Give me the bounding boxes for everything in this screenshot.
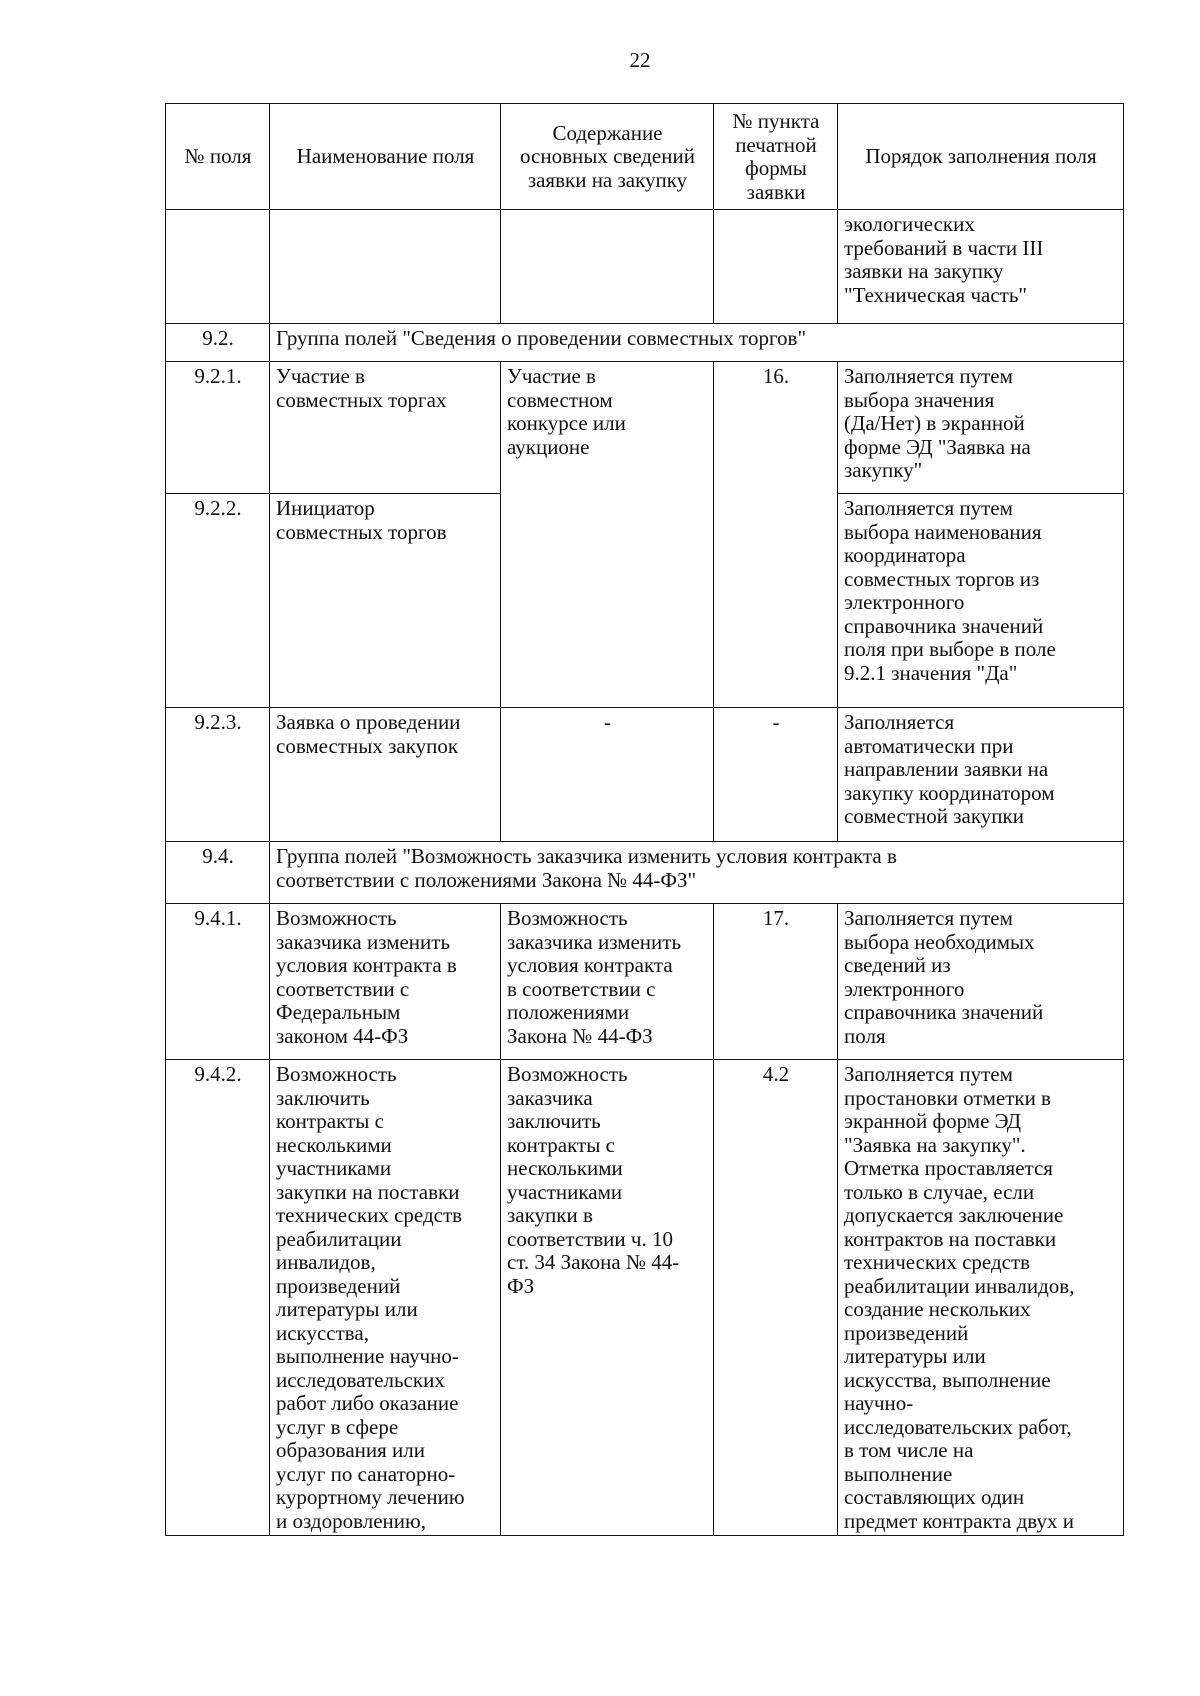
header-print-item: № пункта печатной формы заявки (714, 104, 838, 210)
cell-print-item: 16. (714, 362, 838, 708)
group-title: Группа полей "Возможность заказчика изменить условия контракта в соответствии с положениями Закона № 44-ФЗ" (270, 842, 1124, 904)
cell-field-name: Инициатор совместных торгов (270, 494, 501, 708)
group-row (166, 842, 1124, 904)
cell-content: Участие в совместном конкурсе или аукционе (501, 362, 714, 708)
cell-fill-order: Заполняется путем выбора необходимых сведений из электронного справочника значений поля (838, 904, 1124, 1060)
table-row (166, 210, 1124, 324)
cell-field-name: Возможность заключить контракты с несколькими участниками закупки на поставки технических средств реабилитации инвалидов, произведений литературы или искусства, выполнение научно- исследовательских работ либо оказание услуг в сфере образования или услуг по санаторно- курортному лечению и оздоровлению, (270, 1060, 501, 1536)
group-title: Группа полей "Сведения о проведении совместных торгов" (270, 324, 1124, 362)
cell-fill-order: Заполняется путем выбора наименования координатора совместных торгов из электронного справочника значений поля при выборе в поле 9.2.1 значения "Да" (838, 494, 1124, 708)
header-fill-order: Порядок заполнения поля (838, 104, 1124, 210)
cell-print-item: 4.2 (714, 1060, 838, 1536)
header-content: Содержание основных сведений заявки на закупку (501, 104, 714, 210)
cell-field-no: 9.2.3. (166, 708, 270, 842)
cell-fill-order: экологических требований в части III заявки на закупку "Техническая часть" (838, 210, 1124, 324)
cell-field-name: Заявка о проведении совместных закупок (270, 708, 501, 842)
table-row (166, 708, 1124, 842)
cell-field-no: 9.2.1. (166, 362, 270, 494)
cell-content: Возможность заказчика изменить условия контракта в соответствии с положениями Закона № 44-ФЗ (501, 904, 714, 1060)
cell-print-item: - (714, 708, 838, 842)
cell-content (501, 210, 714, 324)
table-row (166, 362, 1124, 494)
group-no: 9.4. (166, 842, 270, 904)
cell-content: Возможность заказчика заключить контракты с несколькими участниками закупки в соответствии ч. 10 ст. 34 Закона № 44- ФЗ (501, 1060, 714, 1536)
cell-field-name: Участие в совместных торгах (270, 362, 501, 494)
header-field-name: Наименование поля (270, 104, 501, 210)
page-number: 22 (629, 48, 651, 72)
cell-print-item: 17. (714, 904, 838, 1060)
table-row (166, 904, 1124, 1060)
header-field-no: № поля (166, 104, 270, 210)
cell-content: - (501, 708, 714, 842)
cell-field-no: 9.4.2. (166, 1060, 270, 1536)
cell-field-name: Возможность заказчика изменить условия контракта в соответствии с Федеральным законом 44-ФЗ (270, 904, 501, 1060)
cell-fill-order: Заполняется путем простановки отметки в экранной форме ЭД "Заявка на закупку". Отметка проставляется только в случае, если допускается заключение контрактов на поставки технических средств реабилитации инвалидов, создание нескольких произведений литературы или искусства, выполнение научно- исследовательских работ, в том числе на выполнение составляющих один предмет контракта двух и (838, 1060, 1124, 1536)
cell-print-item (714, 210, 838, 324)
table-header-row (166, 104, 1124, 210)
fields-table (165, 103, 1124, 1536)
cell-field-name (270, 210, 501, 324)
cell-fill-order: Заполняется путем выбора значения (Да/Нет) в экранной форме ЭД "Заявка на закупку" (838, 362, 1124, 494)
group-row (166, 324, 1124, 362)
cell-field-no (166, 210, 270, 324)
cell-field-no: 9.2.2. (166, 494, 270, 708)
group-no: 9.2. (166, 324, 270, 362)
table-row (166, 1060, 1124, 1536)
cell-field-no: 9.4.1. (166, 904, 270, 1060)
cell-fill-order: Заполняется автоматически при направлении заявки на закупку координатором совместной закупки (838, 708, 1124, 842)
